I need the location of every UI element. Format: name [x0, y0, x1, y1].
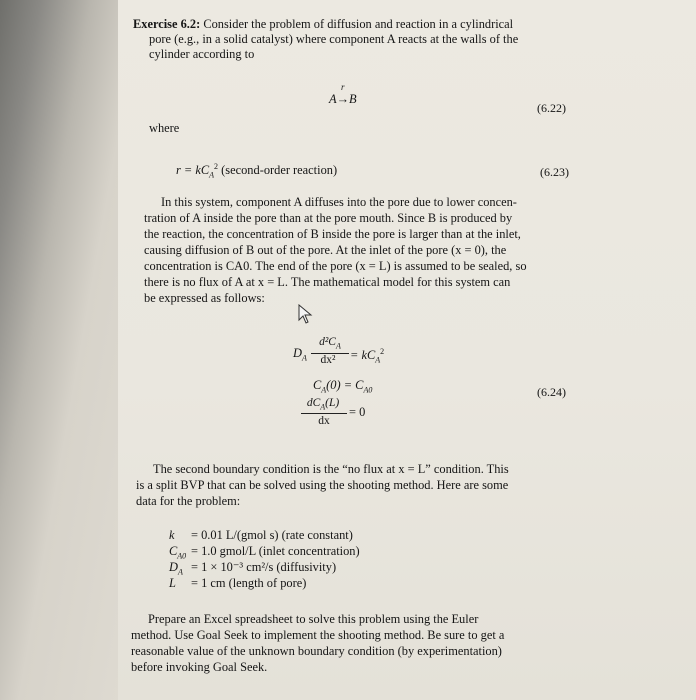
textbook-page	[118, 0, 696, 700]
para1-line-2: tration of A inside the pore than at the pore mouth. Since B is produced by	[144, 211, 513, 225]
para2-line-3: data for the problem:	[136, 494, 241, 508]
para1-line-5: concentration is CA0. The end of the pore (x = L) is assumed to be sealed, so	[144, 259, 527, 273]
exercise-intro-1: Consider the problem of diffusion and reaction in a cylindrical	[203, 17, 514, 31]
ca0-sub: A0	[177, 551, 187, 561]
rhs-sup: 2	[380, 347, 385, 356]
bc1-c: C	[313, 378, 322, 392]
rhs-sub: A	[375, 355, 381, 365]
para2-line-1: The second boundary condition is the “no flux at x = L” condition. This	[153, 462, 509, 476]
equation-6-23	[176, 159, 337, 183]
equation-number-6-24: (6.24)	[537, 385, 566, 399]
para2-line-2: is a split BVP that can be solved using the shooting method. Here are some	[136, 478, 509, 492]
reaction-rate-label: r	[341, 82, 345, 92]
exercise-line-1	[133, 17, 513, 33]
where-label: where	[149, 121, 180, 135]
da-symbol: D	[169, 560, 178, 574]
ca0-symbol: C	[169, 544, 178, 558]
exercise-line-2: pore (e.g., in a solid catalyst) where component A reacts at the walls of the	[149, 32, 519, 46]
second-derivative-denominator: dx²	[320, 354, 336, 366]
rhs-text: = kC	[350, 348, 376, 363]
d2c-text: d²C	[319, 336, 336, 348]
fraction-bar-2	[301, 413, 347, 414]
rate-expression: r = kC	[176, 163, 210, 178]
reaction-term	[350, 344, 384, 368]
para1-line-6: there is no flux of A at x = L. The mathematical model for this system can	[144, 275, 511, 289]
boundary-condition-1	[313, 378, 372, 398]
bc1-sub2: A0	[363, 385, 373, 395]
d-sub: A	[301, 353, 307, 363]
equation-6-22	[329, 92, 357, 108]
data-item-rate-constant	[169, 528, 353, 544]
ca0-value: = 1.0 gmol/L (inlet concentration)	[191, 544, 360, 558]
rate-description: (second-order reaction)	[221, 163, 338, 178]
boundary-condition-2-rhs: = 0	[349, 405, 366, 419]
bc1-sub: A	[321, 385, 327, 395]
first-derivative-numerator	[298, 397, 348, 411]
para1-line-7: be expressed as follows:	[144, 291, 265, 305]
da-value: = 1 × 10⁻³ cm²/s (diffusivity)	[191, 560, 337, 574]
l-symbol: L	[169, 576, 176, 590]
para3-line-3: reasonable value of the unknown boundary condition (by experimentation)	[131, 644, 502, 658]
mouse-pointer-icon	[298, 304, 314, 326]
sub-a: A	[209, 170, 215, 180]
l-value: = 1 cm (length of pore)	[191, 576, 307, 590]
dc-sub: A	[320, 402, 326, 412]
para1-line-1: In this system, component A diffuses into the pore due to lower concen-	[161, 195, 517, 209]
k-value: = 0.01 L/(gmol s) (rate constant)	[191, 528, 353, 542]
arrow-icon: →	[336, 92, 349, 106]
da-sub: A	[177, 567, 183, 577]
equation-number-6-22: (6.22)	[537, 101, 566, 115]
data-item-pore-length	[169, 576, 306, 592]
para3-line-1: Prepare an Excel spreadsheet to solve this problem using the Euler	[148, 612, 479, 626]
exercise-label: Exercise 6.2:	[133, 17, 201, 31]
para1-line-3: the reaction, the concentration of B inside the pore is larger than at the inlet,	[144, 227, 521, 241]
bc1-mid: (0) = C	[326, 378, 364, 392]
second-derivative-numerator	[310, 336, 350, 350]
diffusivity-coefficient	[293, 346, 307, 366]
first-derivative-denominator: dx	[318, 415, 330, 427]
species-b: B	[348, 92, 357, 106]
d-symbol: D	[293, 346, 302, 360]
sup-2: 2	[214, 162, 219, 171]
dc-tail: (L)	[325, 397, 340, 409]
para3-line-2: method. Use Goal Seek to implement the shooting method. Be sure to get a	[131, 628, 505, 642]
exercise-line-3: cylinder according to	[149, 47, 255, 61]
dc-text: dC	[306, 397, 321, 409]
equation-number-6-23: (6.23)	[540, 165, 569, 179]
para1-line-4: causing diffusion of B out of the pore. At the inlet of the pore (x = 0), the	[144, 243, 507, 257]
k-symbol: k	[169, 528, 175, 542]
para3-line-4: before invoking Goal Seek.	[131, 660, 268, 674]
d2c-sub: A	[335, 341, 341, 351]
species-a: A	[329, 92, 337, 106]
